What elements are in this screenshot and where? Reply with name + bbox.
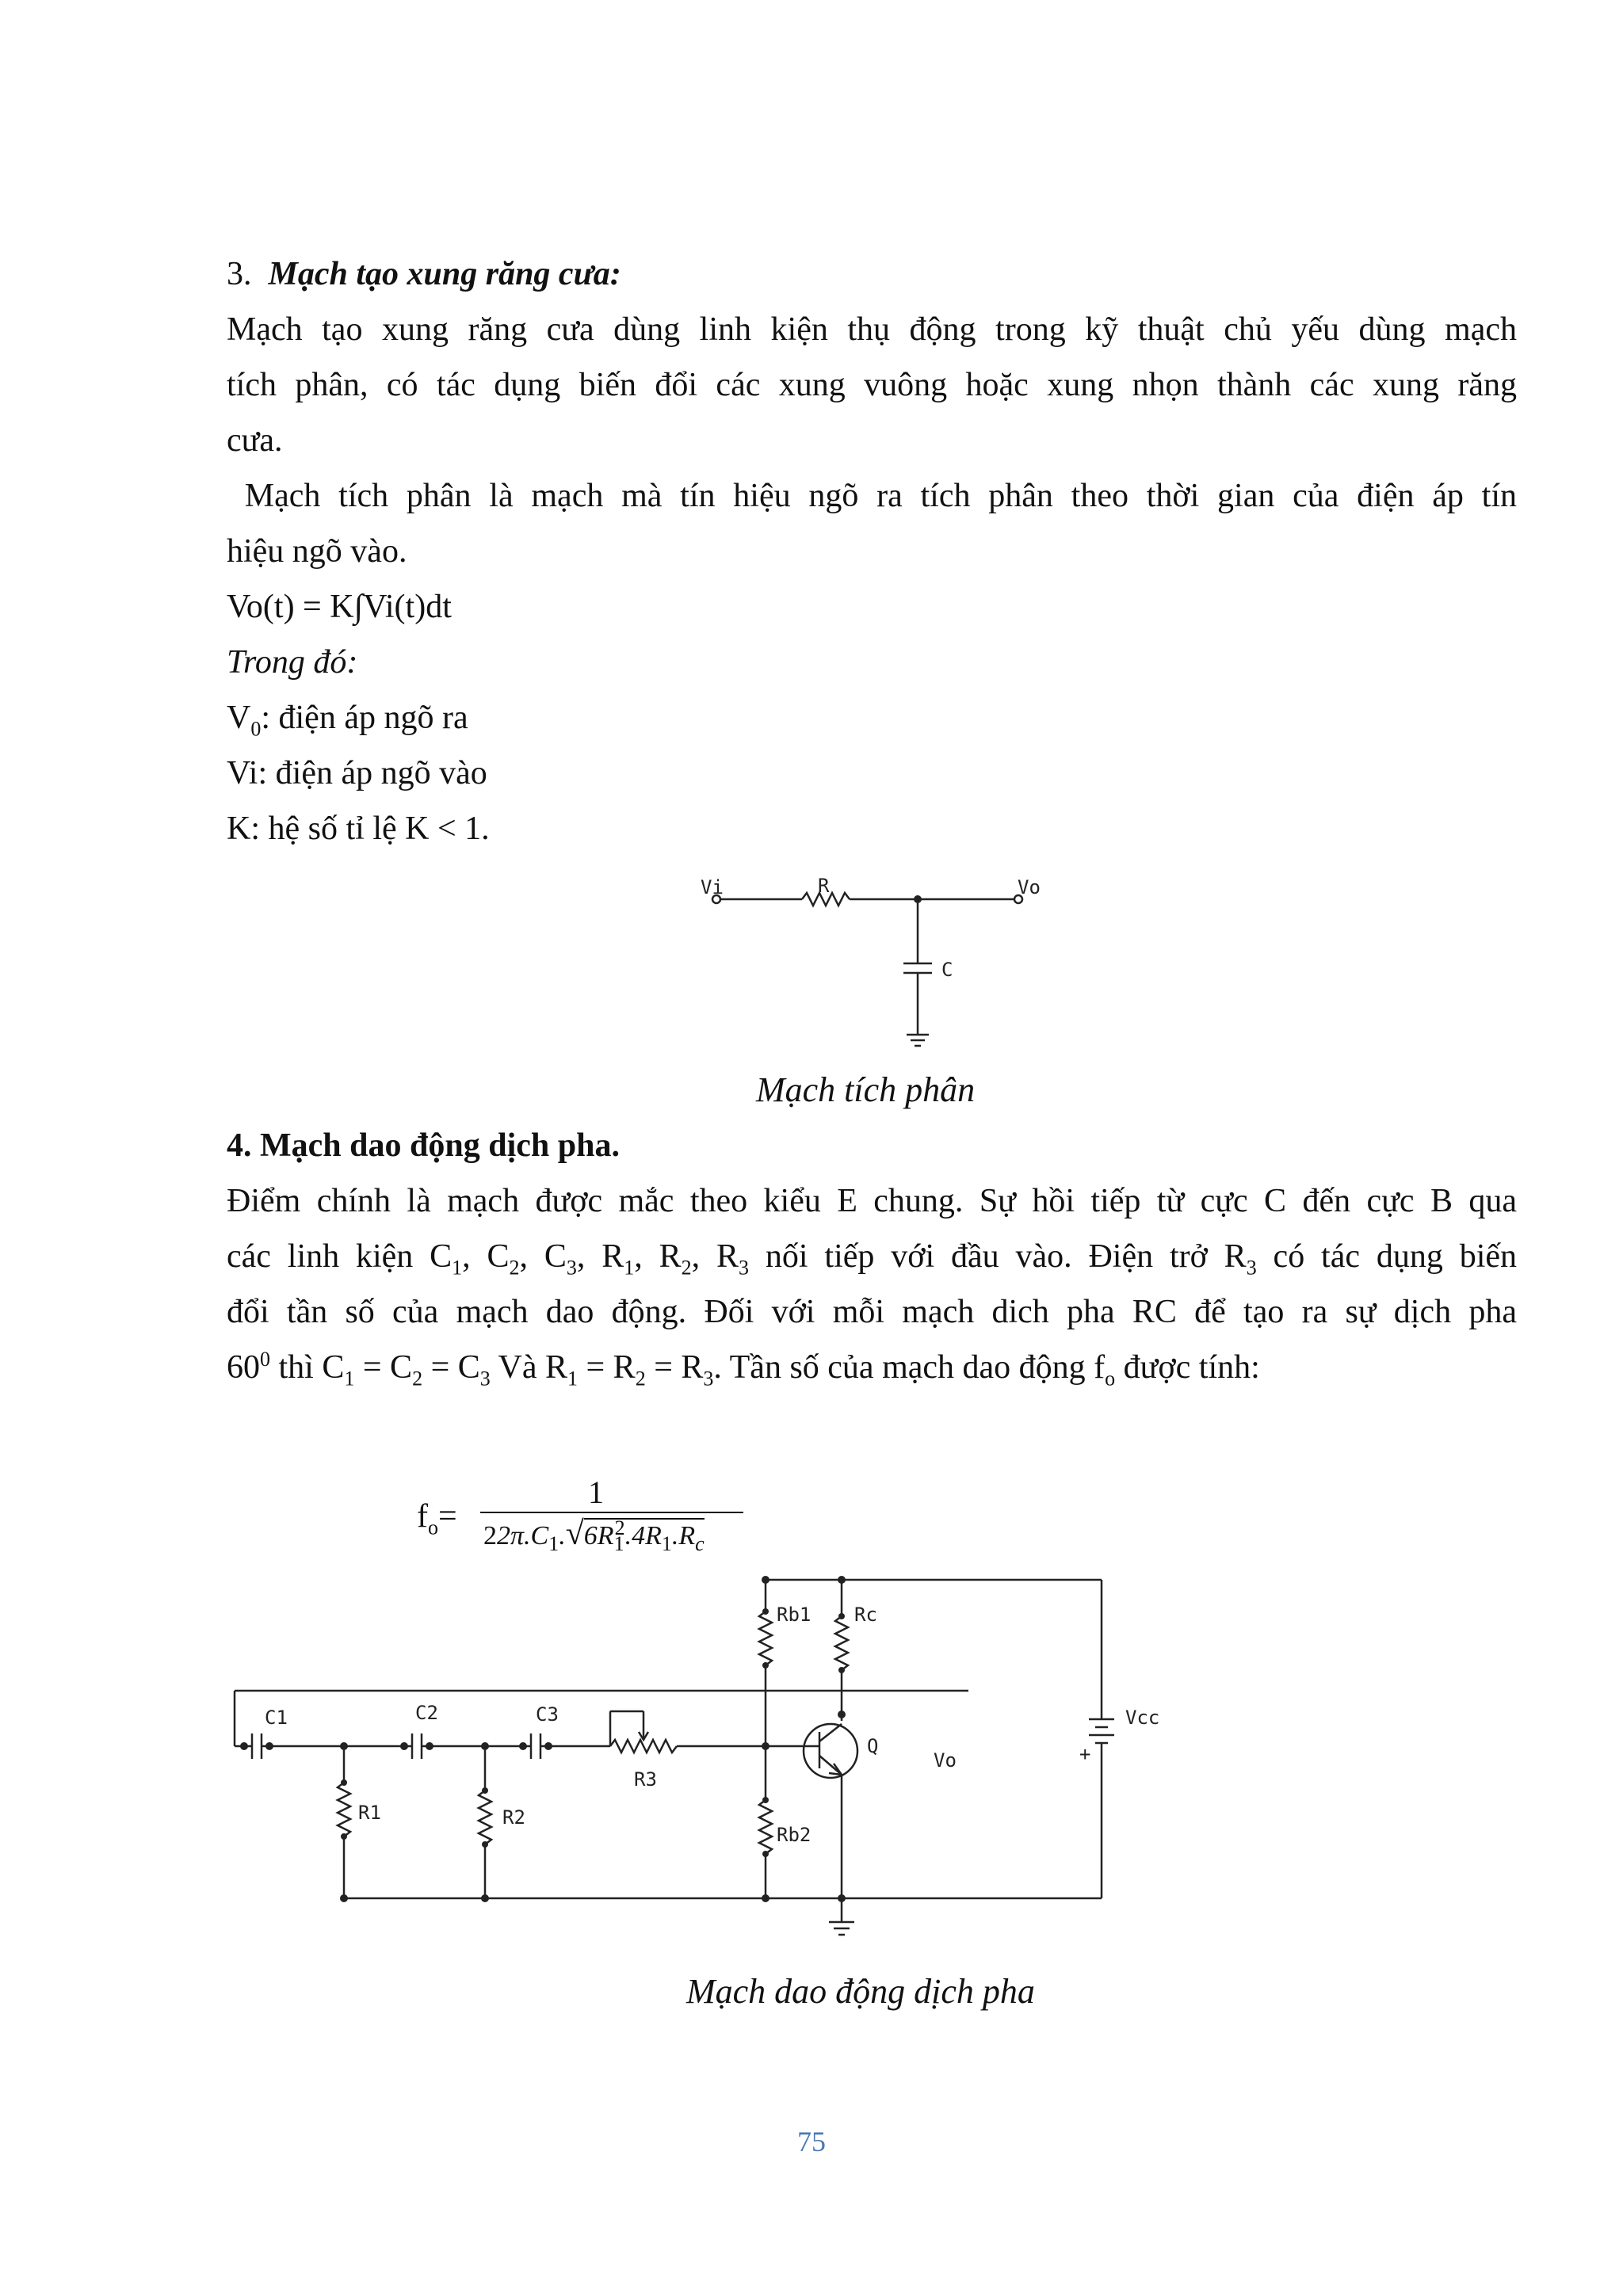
frequency-formula: $f_o=$ 1 $22\pi.C_1.√6R_1^2.4R_1.R_c$ xyxy=(417,1478,734,1566)
label-q: Q xyxy=(867,1735,879,1757)
resistor-rb1 xyxy=(759,1611,772,1665)
label-vo: Vo xyxy=(1018,876,1041,898)
label-vi: Vi xyxy=(701,876,724,898)
label-plus: + xyxy=(1079,1743,1091,1765)
paragraph-line: Điểm chính là mạch được mắc theo kiểu E chung. Sự hồi tiếp từ cực C đến cực B qua xyxy=(227,1183,1517,1219)
caption-oscillator: Mạch dao động dịch pha xyxy=(686,1972,1035,2011)
paragraph-line: Mạch tạo xung răng cưa dùng linh kiện thụ động trong kỹ thuật chủ yếu dùng mạch xyxy=(227,311,1517,348)
formula-numerator: 1 xyxy=(588,1474,604,1510)
caption-integrator: Mạch tích phân xyxy=(756,1070,976,1109)
resistor-rb2 xyxy=(759,1800,772,1854)
paragraph-line: tích phân, có tác dụng biến đổi các xung vuông hoặc xung nhọn thành các xung răng xyxy=(227,367,1517,403)
label-c3: C3 xyxy=(536,1703,559,1726)
section-number: 3. xyxy=(227,256,252,292)
label-c2: C2 xyxy=(415,1702,438,1724)
definition-vi: Vi: điện áp ngõ vào xyxy=(227,755,487,791)
where-label: Trong đó: xyxy=(227,644,358,681)
paragraph-line: $60^0$ thì $C_1 = C_2 = C_3$ Và $R_1 = R_2 = R_3$. Tần số của mạch dao động $f_o$ được tính: xyxy=(227,1348,1260,1390)
label-r1: R1 xyxy=(358,1802,381,1824)
label-rb1: Rb1 xyxy=(777,1604,812,1626)
paragraph-line: đổi tần số của mạch dao động. Đối với mỗi mạch dich pha RC để tạo ra sự dịch pha xyxy=(227,1294,1517,1330)
section-title: Mạch tạo xung răng cưa: xyxy=(268,256,621,292)
formula-denominator: $22\pi.C_1.√6R_1^2.4R_1.R_c$ xyxy=(483,1516,705,1555)
definition-k: K: hệ số tỉ lệ K < 1. xyxy=(227,810,490,847)
label-c1: C1 xyxy=(265,1707,288,1729)
resistor-rc xyxy=(835,1616,848,1670)
label-vo: Vo xyxy=(934,1749,957,1772)
label-r: R xyxy=(818,875,830,897)
paragraph-line: Mạch tích phân là mạch mà tín hiệu ngõ ra tích phân theo thời gian của điện áp tín xyxy=(227,478,1517,514)
label-rb2: Rb2 xyxy=(777,1824,812,1846)
label-rc: Rc xyxy=(854,1604,877,1626)
page-number: 75 xyxy=(797,2126,826,2157)
integral-formula: Vo(t) = K∫Vi(t)dt xyxy=(227,589,452,625)
label-vcc: Vcc xyxy=(1125,1707,1160,1729)
resistor-r1 xyxy=(338,1783,350,1836)
paragraph-line: cưa. xyxy=(227,422,283,459)
section-4-heading: 4. Mạch dao động dịch pha. xyxy=(227,1127,620,1164)
resistor-r2 xyxy=(479,1791,491,1844)
paragraph-line: hiệu ngõ vào. xyxy=(227,533,407,570)
label-r3: R3 xyxy=(634,1768,657,1791)
paragraph-line: các linh kiện $C_1$, $C_2$, $C_3$, $R_1$, $R_2$, $R_3$ nối tiếp với đầu vào. Điện trở $R_3$ có tác dụng biến xyxy=(227,1238,1518,1280)
label-c: C xyxy=(941,959,953,981)
label-r2: R2 xyxy=(502,1806,525,1829)
definition-v0: $V_0$: điện áp ngõ ra xyxy=(227,700,468,741)
